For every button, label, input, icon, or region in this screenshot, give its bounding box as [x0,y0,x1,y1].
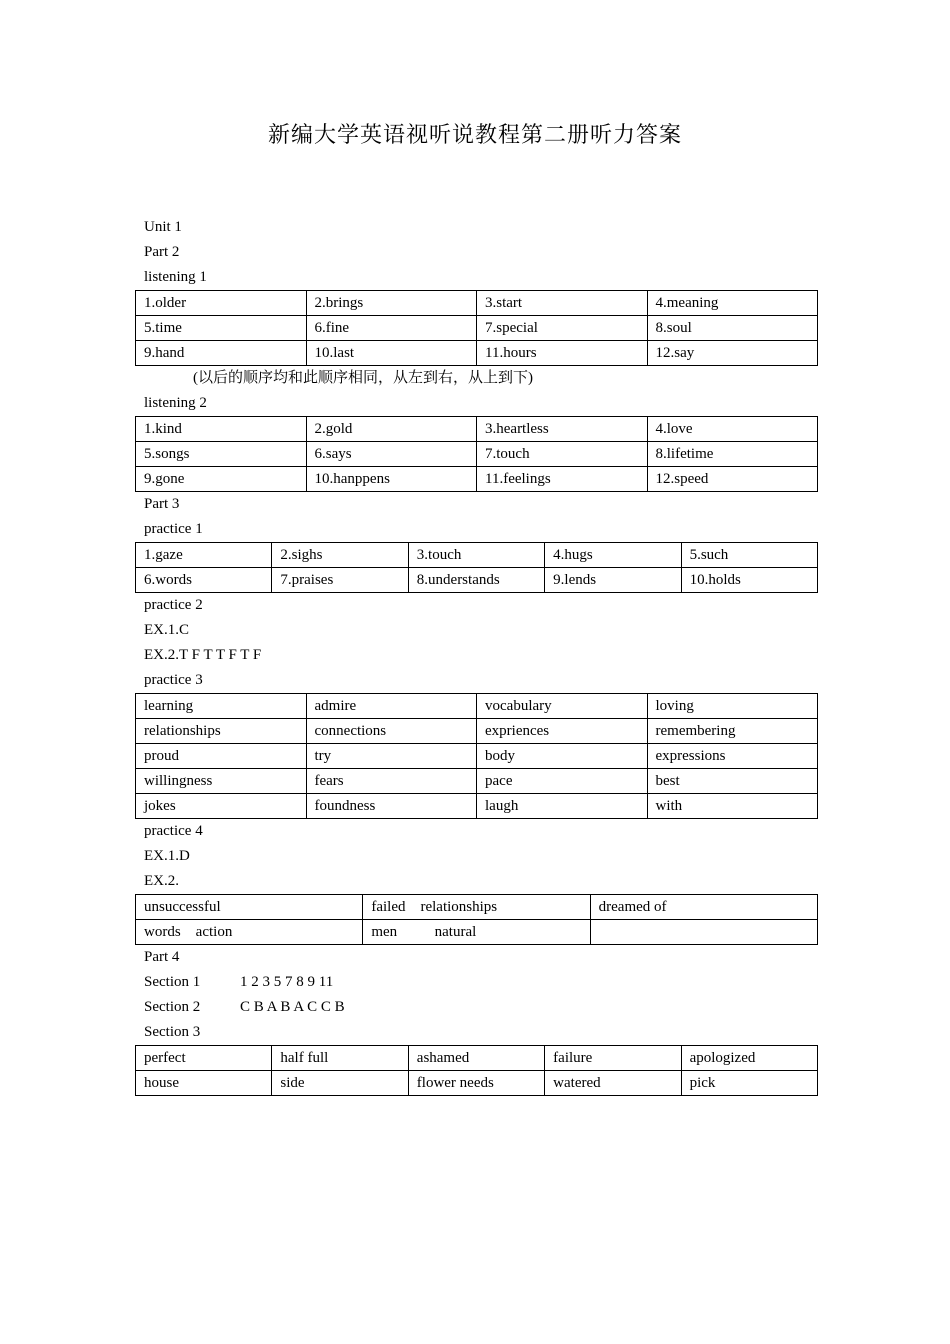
table-cell: 4.hugs [545,543,681,568]
table-cell: 7.praises [272,568,408,593]
table-cell: 3.start [477,291,648,316]
table-cell: jokes [136,794,307,819]
table-cell: 9.gone [136,467,307,492]
practice1-table [135,542,818,593]
table-cell: watered [545,1071,681,1096]
table-cell: 4.meaning [647,291,818,316]
table-cell: 11.feelings [477,467,648,492]
table-cell: expriences [477,719,648,744]
table-cell: 3.heartless [477,417,648,442]
table-row [136,920,818,945]
table-cell: 5.such [681,543,817,568]
table-row [136,769,818,794]
section2-answers [135,995,818,1020]
section1-label: Section 1 [144,974,201,990]
listening1-table [135,290,818,366]
table-row [136,291,818,316]
table-cell: unsuccessful [136,895,363,920]
table-cell: 1.older [136,291,307,316]
table-cell: 2.brings [306,291,477,316]
practice2-ex2: EX.2.T F T T F T F [144,647,262,663]
table-cell [590,920,817,945]
part3-heading: Part 3 [144,496,180,512]
section3-heading: Section 3 [144,1024,201,1040]
table-cell: words action [136,920,363,945]
section2-label: Section 2 [144,999,201,1015]
practice4-heading: practice 4 [144,823,203,839]
listening1-heading: listening 1 [144,269,207,285]
table-row [136,417,818,442]
part4-heading: Part 4 [144,949,180,965]
table-cell: house [136,1071,272,1096]
practice3-table [135,693,818,819]
table-cell: 1.gaze [136,543,272,568]
table-cell: 12.speed [647,467,818,492]
table-row [136,543,818,568]
table-cell: failed relationships [363,895,590,920]
table-row [136,467,818,492]
table-cell: 8.understands [408,568,544,593]
table-cell: ashamed [408,1046,544,1071]
table-cell: flower needs [408,1071,544,1096]
table-cell: dreamed of [590,895,817,920]
section2-value: C B A B A C C B [240,999,345,1015]
order-note: (以后的顺序均和此顺序相同，从左到右，从上到下) [193,370,533,386]
practice2-heading: practice 2 [144,597,203,613]
table-cell: 12.say [647,341,818,366]
table-cell: expressions [647,744,818,769]
table-row [136,719,818,744]
table-cell: remembering [647,719,818,744]
table-row [136,442,818,467]
table-cell: perfect [136,1046,272,1071]
section3-table [135,1045,818,1096]
table-cell: loving [647,694,818,719]
table-cell: apologized [681,1046,817,1071]
table-row [136,341,818,366]
table-row [136,316,818,341]
table-cell: 3.touch [408,543,544,568]
table-cell: 6.words [136,568,272,593]
table-row [136,1071,818,1096]
table-cell: relationships [136,719,307,744]
table-cell: with [647,794,818,819]
table-cell: 2.gold [306,417,477,442]
table-cell: 6.says [306,442,477,467]
page-title: 新编大学英语视听说教程第二册听力答案 [267,123,682,148]
table-cell: 6.fine [306,316,477,341]
table-cell: foundness [306,794,477,819]
table-row [136,694,818,719]
table-cell: 5.songs [136,442,307,467]
table-cell: admire [306,694,477,719]
table-cell: side [272,1071,408,1096]
table-row [136,794,818,819]
table-cell: men natural [363,920,590,945]
table-cell: try [306,744,477,769]
table-cell: connections [306,719,477,744]
practice4-ex1: EX.1.D [144,848,190,864]
table-row [136,895,818,920]
table-cell: 4.love [647,417,818,442]
section1-answers [135,970,818,995]
table-cell: 10.last [306,341,477,366]
part2-heading: Part 2 [144,244,180,260]
unit-heading: Unit 1 [144,219,182,235]
table-cell: proud [136,744,307,769]
listening2-table [135,416,818,492]
table-cell: fears [306,769,477,794]
table-cell: willingness [136,769,307,794]
practice4-table [135,894,818,945]
table-cell: 7.touch [477,442,648,467]
table-cell: 9.lends [545,568,681,593]
table-cell: failure [545,1046,681,1071]
table-cell: 10.holds [681,568,817,593]
table-cell: laugh [477,794,648,819]
table-cell: 9.hand [136,341,307,366]
answer-content [135,215,818,1096]
table-cell: vocabulary [477,694,648,719]
table-cell: half full [272,1046,408,1071]
practice3-heading: practice 3 [144,672,203,688]
table-cell: 8.soul [647,316,818,341]
table-row [136,744,818,769]
table-row [136,568,818,593]
section1-value: 1 2 3 5 7 8 9 11 [240,974,334,990]
practice4-ex2: EX.2. [144,873,179,889]
table-cell: 8.lifetime [647,442,818,467]
table-cell: 1.kind [136,417,307,442]
practice1-heading: practice 1 [144,521,203,537]
table-cell: 11.hours [477,341,648,366]
table-cell: body [477,744,648,769]
table-cell: 2.sighs [272,543,408,568]
practice2-ex1: EX.1.C [144,622,189,638]
table-cell: 5.time [136,316,307,341]
table-row [136,1046,818,1071]
listening2-heading: listening 2 [144,395,207,411]
table-cell: learning [136,694,307,719]
table-cell: best [647,769,818,794]
table-cell: 7.special [477,316,648,341]
table-cell: 10.hanppens [306,467,477,492]
table-cell: pick [681,1071,817,1096]
table-cell: pace [477,769,648,794]
